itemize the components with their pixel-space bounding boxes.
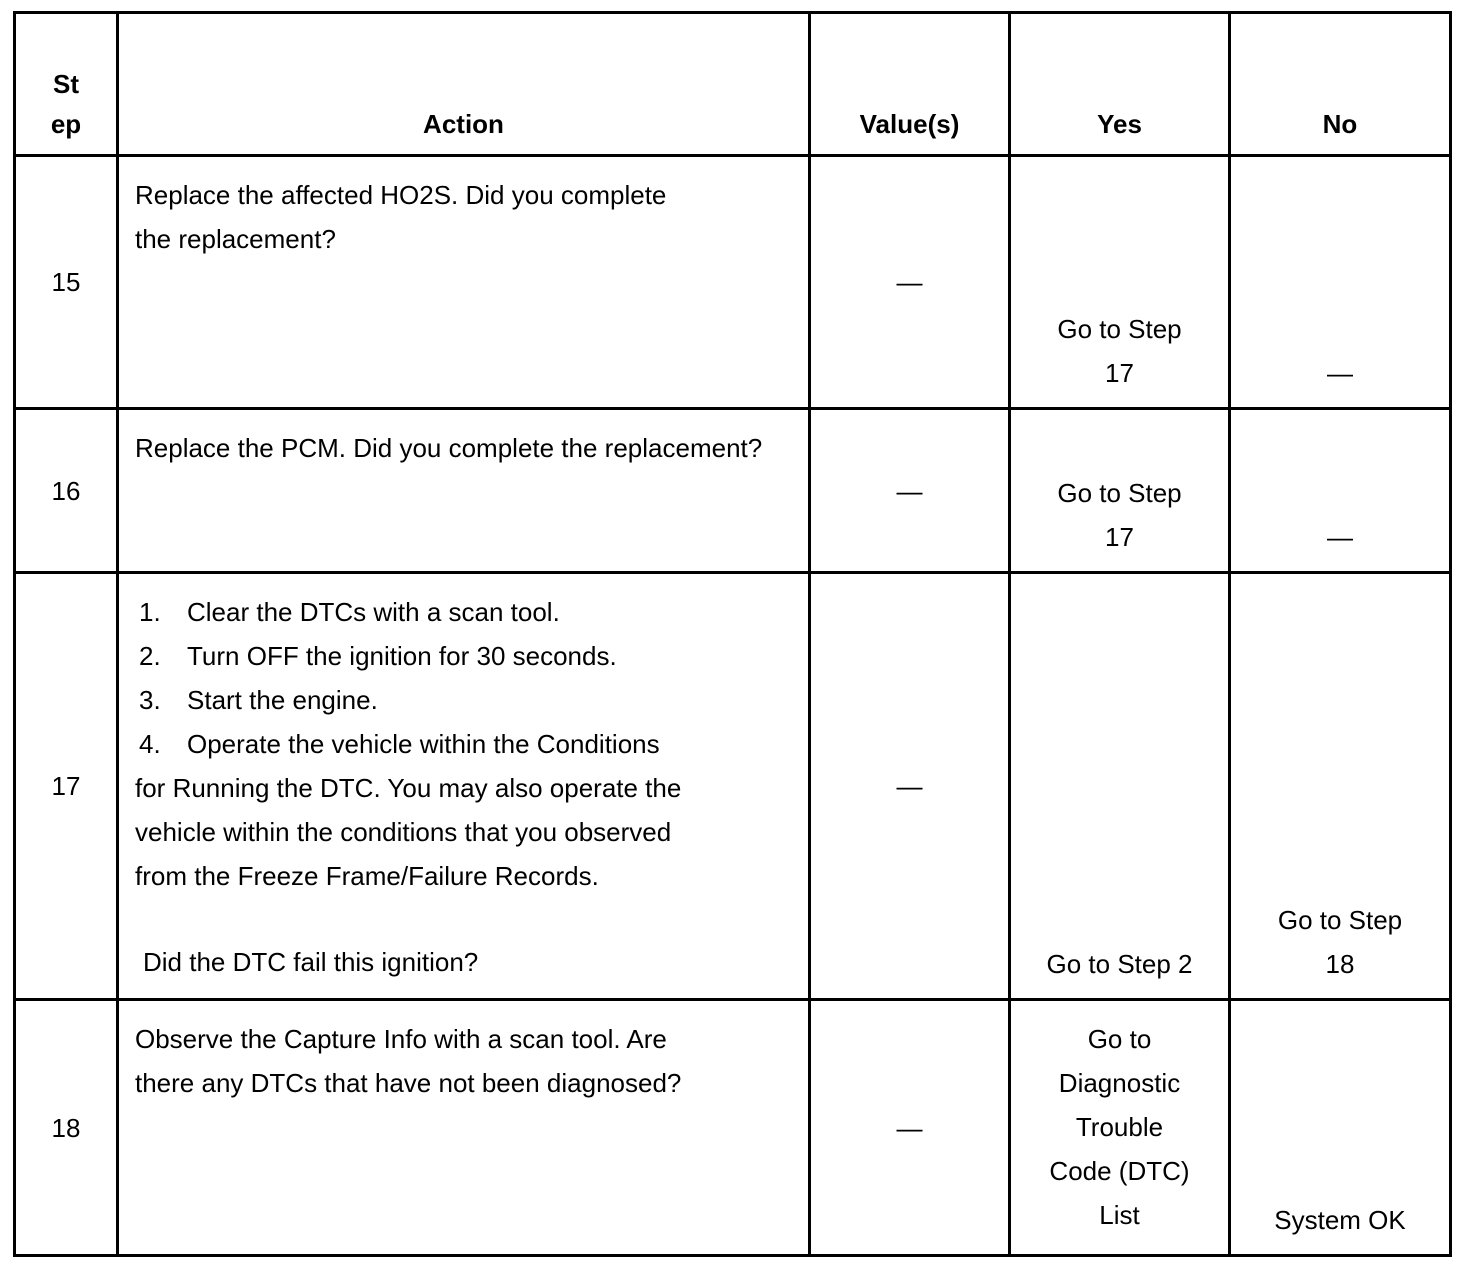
value-cell: — — [810, 573, 1010, 1000]
list-item — [135, 678, 798, 722]
value-cell: — — [810, 409, 1010, 573]
list-item-text: Clear the DTCs with a scan tool. — [187, 597, 560, 627]
yes-line: Code (DTC) — [1049, 1156, 1190, 1186]
table-row — [15, 409, 1451, 573]
list-item-number: 2. — [139, 641, 161, 671]
action-cell — [118, 1000, 810, 1256]
list-item-text: Operate the vehicle within the Conditions — [187, 729, 660, 759]
yes-cell: Go to Step 2 — [1010, 573, 1230, 1000]
header-yes: Yes — [1010, 13, 1230, 156]
no-cell: — — [1230, 156, 1451, 409]
header-row — [15, 13, 1451, 156]
yes-line: Go to Step — [1057, 314, 1182, 344]
table-row — [15, 156, 1451, 409]
list-item — [135, 590, 798, 634]
yes-line: List — [1099, 1200, 1140, 1230]
action-cell — [118, 573, 810, 1000]
header-step — [15, 13, 118, 156]
list-item-text: Turn OFF the ignition for 30 seconds. — [187, 641, 617, 671]
yes-line: Trouble — [1075, 1112, 1164, 1142]
action-line: there any DTCs that have not been diagnosed? — [135, 1068, 682, 1098]
table-row — [15, 573, 1451, 1000]
action-line: from the Freeze Frame/Failure Records. — [135, 861, 599, 891]
header-step-line2: ep — [50, 109, 82, 139]
step-number: 17 — [15, 573, 118, 1000]
list-item-text: Start the engine. — [187, 685, 378, 715]
header-values: Value(s) — [810, 13, 1010, 156]
list-item-number: 4. — [139, 729, 161, 759]
list-item — [135, 722, 798, 766]
action-cell — [118, 409, 810, 573]
yes-line: Diagnostic — [1058, 1068, 1181, 1098]
diagnostic-table — [13, 11, 1452, 1257]
yes-line: 17 — [1105, 522, 1134, 552]
header-step-line1: St — [53, 69, 79, 99]
list-item — [135, 634, 798, 678]
list-item-number: 3. — [139, 685, 161, 715]
action-steps-list — [135, 590, 798, 766]
yes-cell — [1010, 1000, 1230, 1256]
table-row — [15, 1000, 1451, 1256]
value-cell: — — [810, 1000, 1010, 1256]
action-line: for Running the DTC. You may also operate the — [135, 773, 682, 803]
action-line: Replace the PCM. Did you complete the replacement? — [135, 433, 763, 463]
header-no: No — [1230, 13, 1451, 156]
yes-cell — [1010, 409, 1230, 573]
no-line: Go to Step — [1277, 905, 1403, 935]
no-line: 18 — [1325, 949, 1355, 979]
step-number: 15 — [15, 156, 118, 409]
header-action: Action — [118, 13, 810, 156]
yes-line: Go to Step — [1057, 478, 1182, 508]
yes-line: Go to — [1087, 1024, 1152, 1054]
no-cell: System OK — [1230, 1000, 1451, 1256]
action-line: Replace the affected HO2S. Did you complete — [135, 180, 667, 210]
list-item-number: 1. — [139, 597, 161, 627]
value-cell: — — [810, 156, 1010, 409]
action-line: Observe the Capture Info with a scan tool. Are — [135, 1024, 667, 1054]
yes-line: 17 — [1105, 358, 1134, 388]
no-cell — [1230, 573, 1451, 1000]
no-cell: — — [1230, 409, 1451, 573]
action-line: vehicle within the conditions that you observed — [135, 817, 672, 847]
yes-cell — [1010, 156, 1230, 409]
action-line: the replacement? — [135, 224, 336, 254]
action-question: Did the DTC fail this ignition? — [143, 947, 479, 977]
action-cell — [118, 156, 810, 409]
step-number: 18 — [15, 1000, 118, 1256]
step-number: 16 — [15, 409, 118, 573]
